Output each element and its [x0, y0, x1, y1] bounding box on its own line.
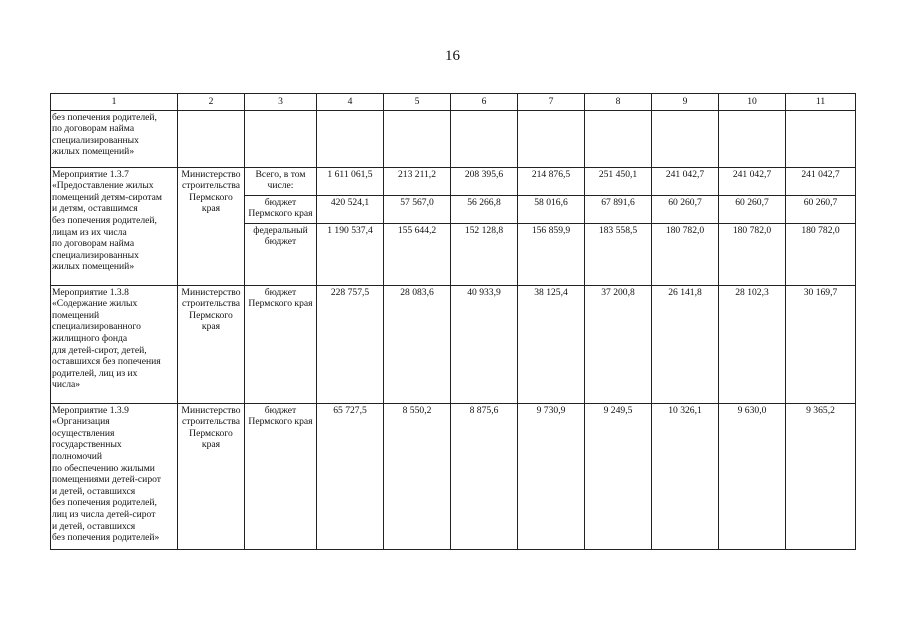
activity-cell: Мероприятие 1.3.7 «Предоставление жилых помещений детям-сиротам и детям, оставшимся без попечения родителей, лицам из их числа по договорам найма специализированных жилых помещений» [51, 167, 178, 285]
empty-cell [786, 110, 856, 167]
value-cell: 10 326,1 [652, 403, 719, 549]
value-cell: 67 891,6 [585, 195, 652, 223]
source-cell: федеральный бюджет [245, 223, 317, 285]
value-cell: 9 730,9 [518, 403, 585, 549]
value-cell: 8 875,6 [451, 403, 518, 549]
value-cell: 241 042,7 [786, 167, 856, 195]
header-row [51, 94, 856, 111]
value-cell: 28 083,6 [384, 285, 451, 403]
value-cell: 57 567,0 [384, 195, 451, 223]
header-cell: 2 [178, 94, 245, 111]
value-cell: 241 042,7 [652, 167, 719, 195]
header-cell: 10 [719, 94, 786, 111]
page-number: 16 [445, 48, 460, 64]
value-cell: 58 016,6 [518, 195, 585, 223]
value-cell: 26 141,8 [652, 285, 719, 403]
value-cell: 37 200,8 [585, 285, 652, 403]
table-row-1-3-8 [51, 285, 856, 403]
value-cell: 30 169,7 [786, 285, 856, 403]
header-cell: 5 [384, 94, 451, 111]
value-cell: 60 260,7 [719, 195, 786, 223]
program-activities-table [50, 93, 856, 550]
empty-cell [317, 110, 384, 167]
value-cell: 38 125,4 [518, 285, 585, 403]
value-cell: 228 757,5 [317, 285, 384, 403]
value-cell: 1 611 061,5 [317, 167, 384, 195]
value-cell: 56 266,8 [451, 195, 518, 223]
value-cell: 60 260,7 [786, 195, 856, 223]
value-cell: 180 782,0 [719, 223, 786, 285]
value-cell: 28 102,3 [719, 285, 786, 403]
value-cell: 241 042,7 [719, 167, 786, 195]
value-cell: 251 450,1 [585, 167, 652, 195]
activity-cell: без попечения родителей, по договорам найма специализированных жилых помещений» [51, 110, 178, 167]
executor-cell: Министерство строительства Пермского края [178, 167, 245, 285]
table-row-continuation [51, 110, 856, 167]
value-cell: 208 395,6 [451, 167, 518, 195]
header-cell: 9 [652, 94, 719, 111]
value-cell: 9 249,5 [585, 403, 652, 549]
value-cell: 65 727,5 [317, 403, 384, 549]
activity-cell: Мероприятие 1.3.9 «Организация осуществления государственных полномочий по обеспечению жилыми помещениями детей-сирот и детей, оставшихся без попечения родителей, лиц из числа детей-сирот и детей, оставшихся без попечения родителей» [51, 403, 178, 549]
value-cell: 9 365,2 [786, 403, 856, 549]
activity-cell: Мероприятие 1.3.8 «Содержание жилых помещений специализированного жилищного фонда для детей-сирот, детей, оставшихся без попечения родителей, лиц из их числа» [51, 285, 178, 403]
empty-cell [518, 110, 585, 167]
value-cell: 180 782,0 [652, 223, 719, 285]
header-cell: 6 [451, 94, 518, 111]
value-cell: 214 876,5 [518, 167, 585, 195]
value-cell: 1 190 537,4 [317, 223, 384, 285]
header-cell: 1 [51, 94, 178, 111]
table-row-1-3-9 [51, 403, 856, 549]
value-cell: 156 859,9 [518, 223, 585, 285]
executor-cell: Министерство строительства Пермского края [178, 403, 245, 549]
source-cell: бюджет Пермского края [245, 195, 317, 223]
value-cell: 155 644,2 [384, 223, 451, 285]
value-cell: 420 524,1 [317, 195, 384, 223]
value-cell: 60 260,7 [652, 195, 719, 223]
header-cell: 7 [518, 94, 585, 111]
value-cell: 180 782,0 [786, 223, 856, 285]
empty-cell [719, 110, 786, 167]
value-cell: 40 933,9 [451, 285, 518, 403]
value-cell: 183 558,5 [585, 223, 652, 285]
header-cell: 11 [786, 94, 856, 111]
empty-cell [652, 110, 719, 167]
source-cell: бюджет Пермского края [245, 285, 317, 403]
header-cell: 8 [585, 94, 652, 111]
value-cell: 152 128,8 [451, 223, 518, 285]
table-row-1-3-7-total [51, 167, 856, 195]
value-cell: 9 630,0 [719, 403, 786, 549]
value-cell: 8 550,2 [384, 403, 451, 549]
header-cell: 4 [317, 94, 384, 111]
empty-cell [451, 110, 518, 167]
empty-cell [178, 110, 245, 167]
source-cell: бюджет Пермского края [245, 403, 317, 549]
executor-cell: Министерство строительства Пермского края [178, 285, 245, 403]
source-cell: Всего, в том числе: [245, 167, 317, 195]
empty-cell [245, 110, 317, 167]
header-cell: 3 [245, 94, 317, 111]
empty-cell [585, 110, 652, 167]
value-cell: 213 211,2 [384, 167, 451, 195]
empty-cell [384, 110, 451, 167]
